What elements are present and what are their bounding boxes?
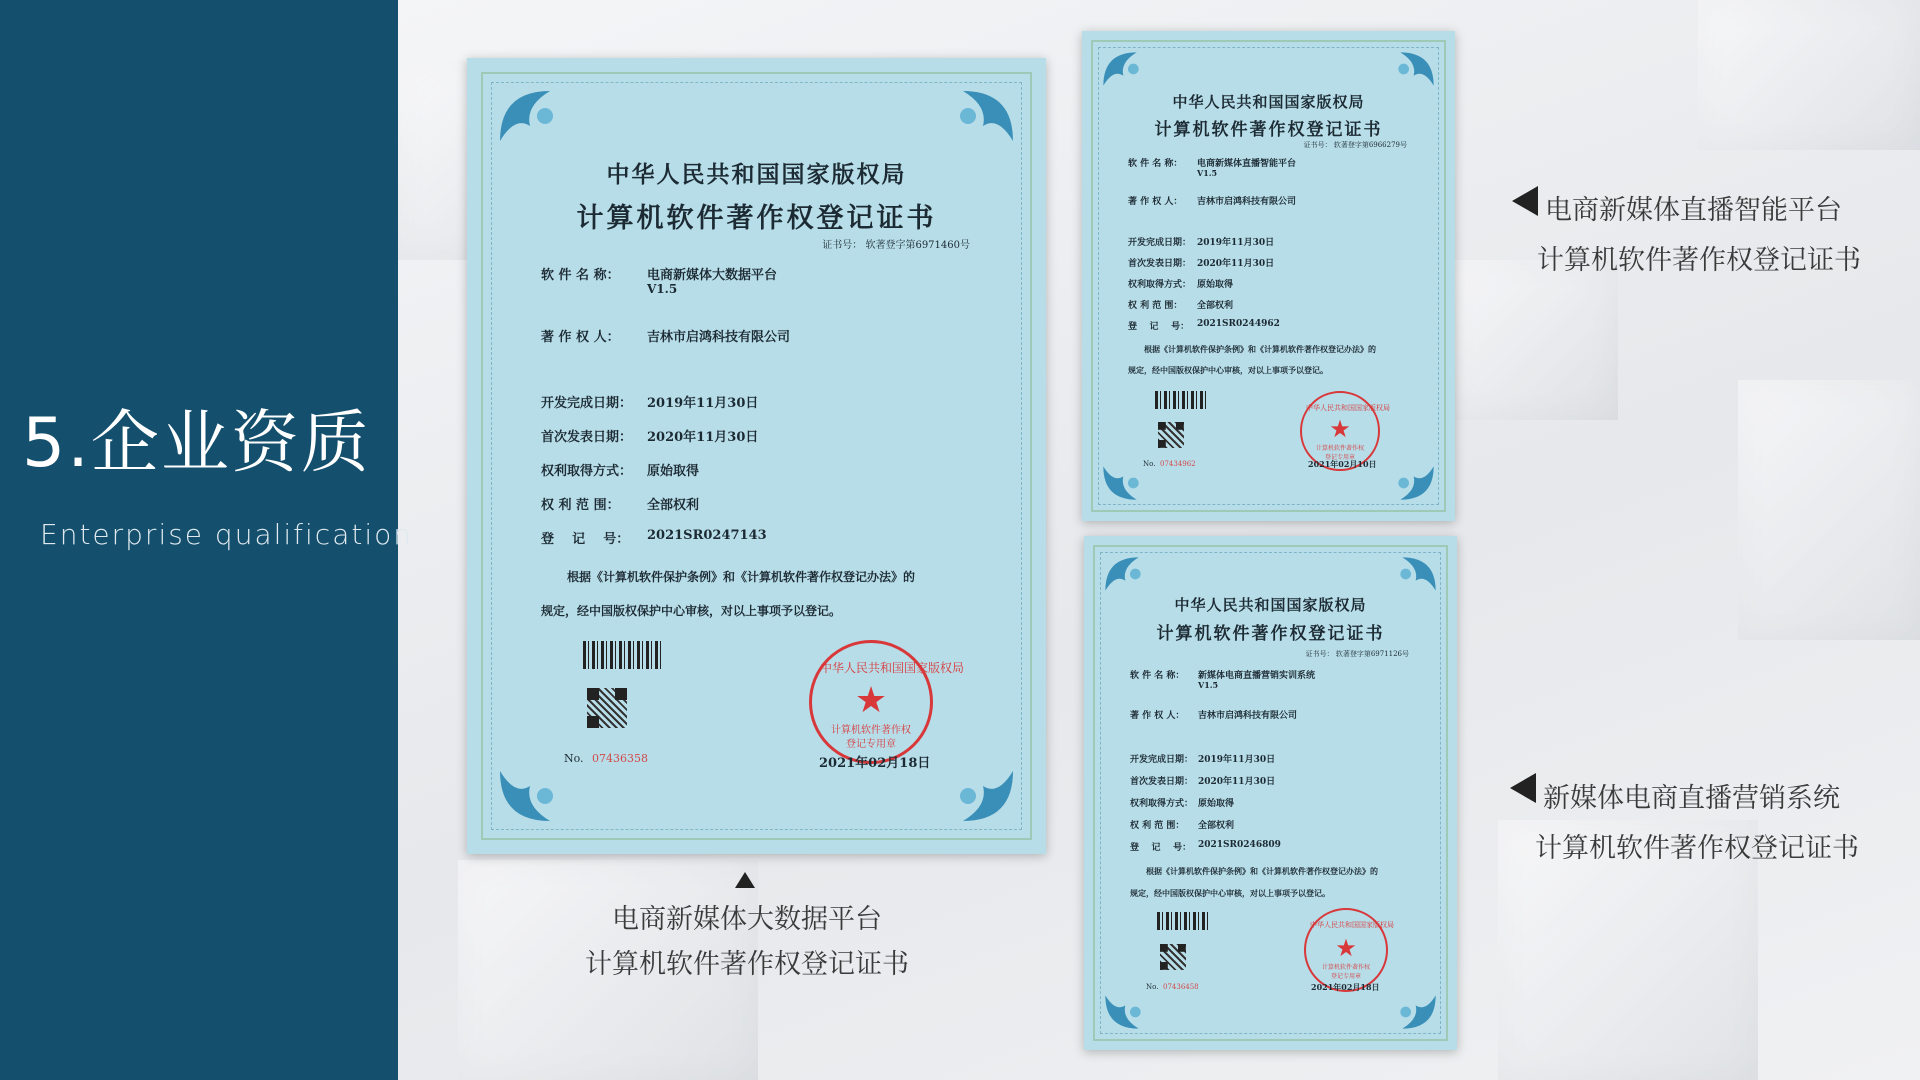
cert-number: 证书号： 软著登字第6971460号 [822,240,970,251]
serial-number: 07436458 [1163,983,1199,991]
corner-ornament-icon [1100,49,1160,89]
field-label: 开发完成日期： [541,396,633,411]
caption-1-line1: 电商新媒体大数据平台 [612,904,882,935]
field-value: 原始取得 [1198,799,1235,809]
barcode-icon [583,641,663,669]
issue-date: 2021年02月18日 [819,756,931,771]
field-label: 开发完成日期： [1128,238,1192,248]
cert-statement: 规定，经中国版权保护中心审核，对以上事项予以登记。 [541,604,842,618]
serial-number: 07436358 [592,752,648,765]
corner-ornament-icon [928,86,1018,146]
field-value: 吉林市启鸿科技有限公司 [647,330,791,345]
corner-ornament-icon [1102,992,1162,1032]
section-title: 5.企业资质 [22,404,371,483]
seal-star-icon: ★ [1335,934,1357,962]
corner-ornament-icon [495,86,585,146]
field-label: 权 利 范 围： [541,498,620,513]
field-label: 权 利 范 围： [1130,821,1185,831]
field-label: 权利取得方式： [541,464,633,479]
official-seal [809,640,965,764]
field-value: 2021SR0247143 [647,528,767,543]
field-label: 软 件 名 称： [1128,159,1183,169]
field-label: 著 作 权 人： [541,330,620,345]
cert-authority: 中华人民共和国国家版权局 [1174,596,1367,614]
field-value: 电商新媒体大数据平台 [647,268,778,283]
qr-code-icon [1158,422,1184,448]
serial-label: No. [1146,983,1159,991]
field-label: 权利取得方式： [1130,799,1194,809]
certificate-2 [1082,31,1455,521]
field-label: 权利取得方式： [1128,280,1192,290]
cert-number: 证书号： 软著登字第6971126号 [1305,650,1409,658]
field-value: 原始取得 [647,464,700,479]
field-label: 首次发表日期： [1130,777,1194,787]
seal-text: 登记专用章 [846,739,896,750]
qr-code-icon [1160,944,1186,970]
official-seal [1304,908,1394,992]
field-label: 软 件 名 称： [1130,671,1185,681]
corner-ornament-icon [1377,463,1437,503]
certificate-1 [467,58,1046,854]
field-value: 吉林市启鸿科技有限公司 [1198,711,1298,721]
barcode-icon [1155,391,1207,409]
field-label: 登 记 号： [1130,843,1192,853]
field-value: 2019年11月30日 [1197,238,1275,248]
seal-text: 中华人民共和国国家版权局 [1310,921,1394,929]
bg-cube [1698,0,1920,150]
corner-ornament-icon [1100,463,1160,503]
field-label: 著 作 权 人： [1128,197,1183,207]
field-label: 登 记 号： [541,532,630,547]
field-value: V1.5 [647,282,678,296]
field-value: 2020年11月30日 [1198,777,1276,787]
caption-1-line2: 计算机软件著作权登记证书 [585,949,909,980]
seal-star-icon: ★ [1329,415,1351,443]
field-value: 电商新媒体直播智能平台 [1197,159,1297,169]
field-value: 吉林市启鸿科技有限公司 [1197,197,1297,207]
cert-statement: 根据《计算机软件保护条例》和《计算机软件著作权登记办法》的 [567,570,916,584]
field-value: 2020年11月30日 [1197,259,1275,269]
caption-2-line2: 计算机软件著作权登记证书 [1537,245,1861,276]
caption-2-line1: 电商新媒体直播智能平台 [1545,195,1842,226]
side-panel [0,0,413,1080]
corner-ornament-icon [495,766,585,826]
field-value: 2019年11月30日 [647,396,759,411]
field-value: 2021SR0246809 [1198,840,1281,850]
corner-ornament-icon [1379,992,1439,1032]
seal-text: 中华人民共和国国家版权局 [820,661,965,675]
arrow-left-icon [1512,186,1538,216]
issue-date: 2021年02月10日 [1308,459,1377,469]
field-label: 开发完成日期： [1130,755,1194,765]
serial-label: No. [564,752,584,765]
seal-text: 中华人民共和国国家版权局 [1306,404,1390,412]
issue-date: 2021年02月18日 [1311,982,1380,992]
arrow-left-icon [1510,773,1536,803]
caption-3-line2: 计算机软件著作权登记证书 [1535,833,1859,864]
cert-statement: 根据《计算机软件保护条例》和《计算机软件著作权登记办法》的 [1144,344,1376,354]
barcode-icon [1157,912,1209,930]
certificate-3 [1084,536,1457,1050]
cert-statement: 规定，经中国版权保护中心审核，对以上事项予以登记。 [1130,888,1330,898]
field-label: 软 件 名 称： [541,268,620,283]
field-value: 全部权利 [647,498,700,513]
field-value: 2021SR0244962 [1197,319,1280,329]
field-label: 权 利 范 围： [1128,301,1183,311]
bg-cube [1738,380,1920,640]
field-value: V1.5 [1198,680,1219,690]
corner-ornament-icon [928,766,1018,826]
cert-authority: 中华人民共和国国家版权局 [606,161,907,188]
seal-text: 登记专用章 [1324,454,1355,461]
cert-doc-title: 计算机软件著作权登记证书 [1156,624,1385,644]
field-value: 原始取得 [1197,280,1234,290]
cert-doc-title: 计算机软件著作权登记证书 [576,203,937,234]
seal-text: 计算机软件著作权 [1315,445,1364,452]
field-label: 首次发表日期： [1128,259,1192,269]
cert-doc-title: 计算机软件著作权登记证书 [1154,120,1383,140]
field-label: 著 作 权 人： [1130,711,1185,721]
corner-ornament-icon [1377,49,1437,89]
cert-authority: 中华人民共和国国家版权局 [1172,93,1365,111]
field-value: 全部权利 [1198,821,1235,831]
seal-text: 计算机软件著作权 [1321,964,1370,971]
seal-text: 登记专用章 [1330,973,1361,980]
seal-star-icon: ★ [854,679,888,721]
corner-ornament-icon [1379,554,1439,594]
cert-number: 证书号： 软著登字第6966279号 [1303,141,1407,149]
arrow-up-icon [735,872,755,888]
seal-text: 计算机软件著作权 [831,725,911,736]
field-value: V1.5 [1197,168,1218,178]
bg-cube [1448,260,1618,420]
cert-statement: 根据《计算机软件保护条例》和《计算机软件著作权登记办法》的 [1146,866,1378,876]
corner-ornament-icon [1102,554,1162,594]
field-label: 首次发表日期： [541,430,633,445]
serial-number: 07434962 [1160,460,1196,468]
field-value: 2020年11月30日 [647,430,759,445]
cert-statement: 规定，经中国版权保护中心审核，对以上事项予以登记。 [1128,365,1328,375]
section-subtitle: Enterprise qualification [40,518,413,551]
field-value: 全部权利 [1197,301,1234,311]
field-label: 登 记 号： [1128,322,1190,332]
serial-label: No. [1143,460,1156,468]
qr-code-icon [587,688,627,728]
field-value: 新媒体电商直播营销实训系统 [1198,671,1316,681]
caption-3-line1: 新媒体电商直播营销系统 [1543,783,1840,814]
field-value: 2019年11月30日 [1198,755,1276,765]
